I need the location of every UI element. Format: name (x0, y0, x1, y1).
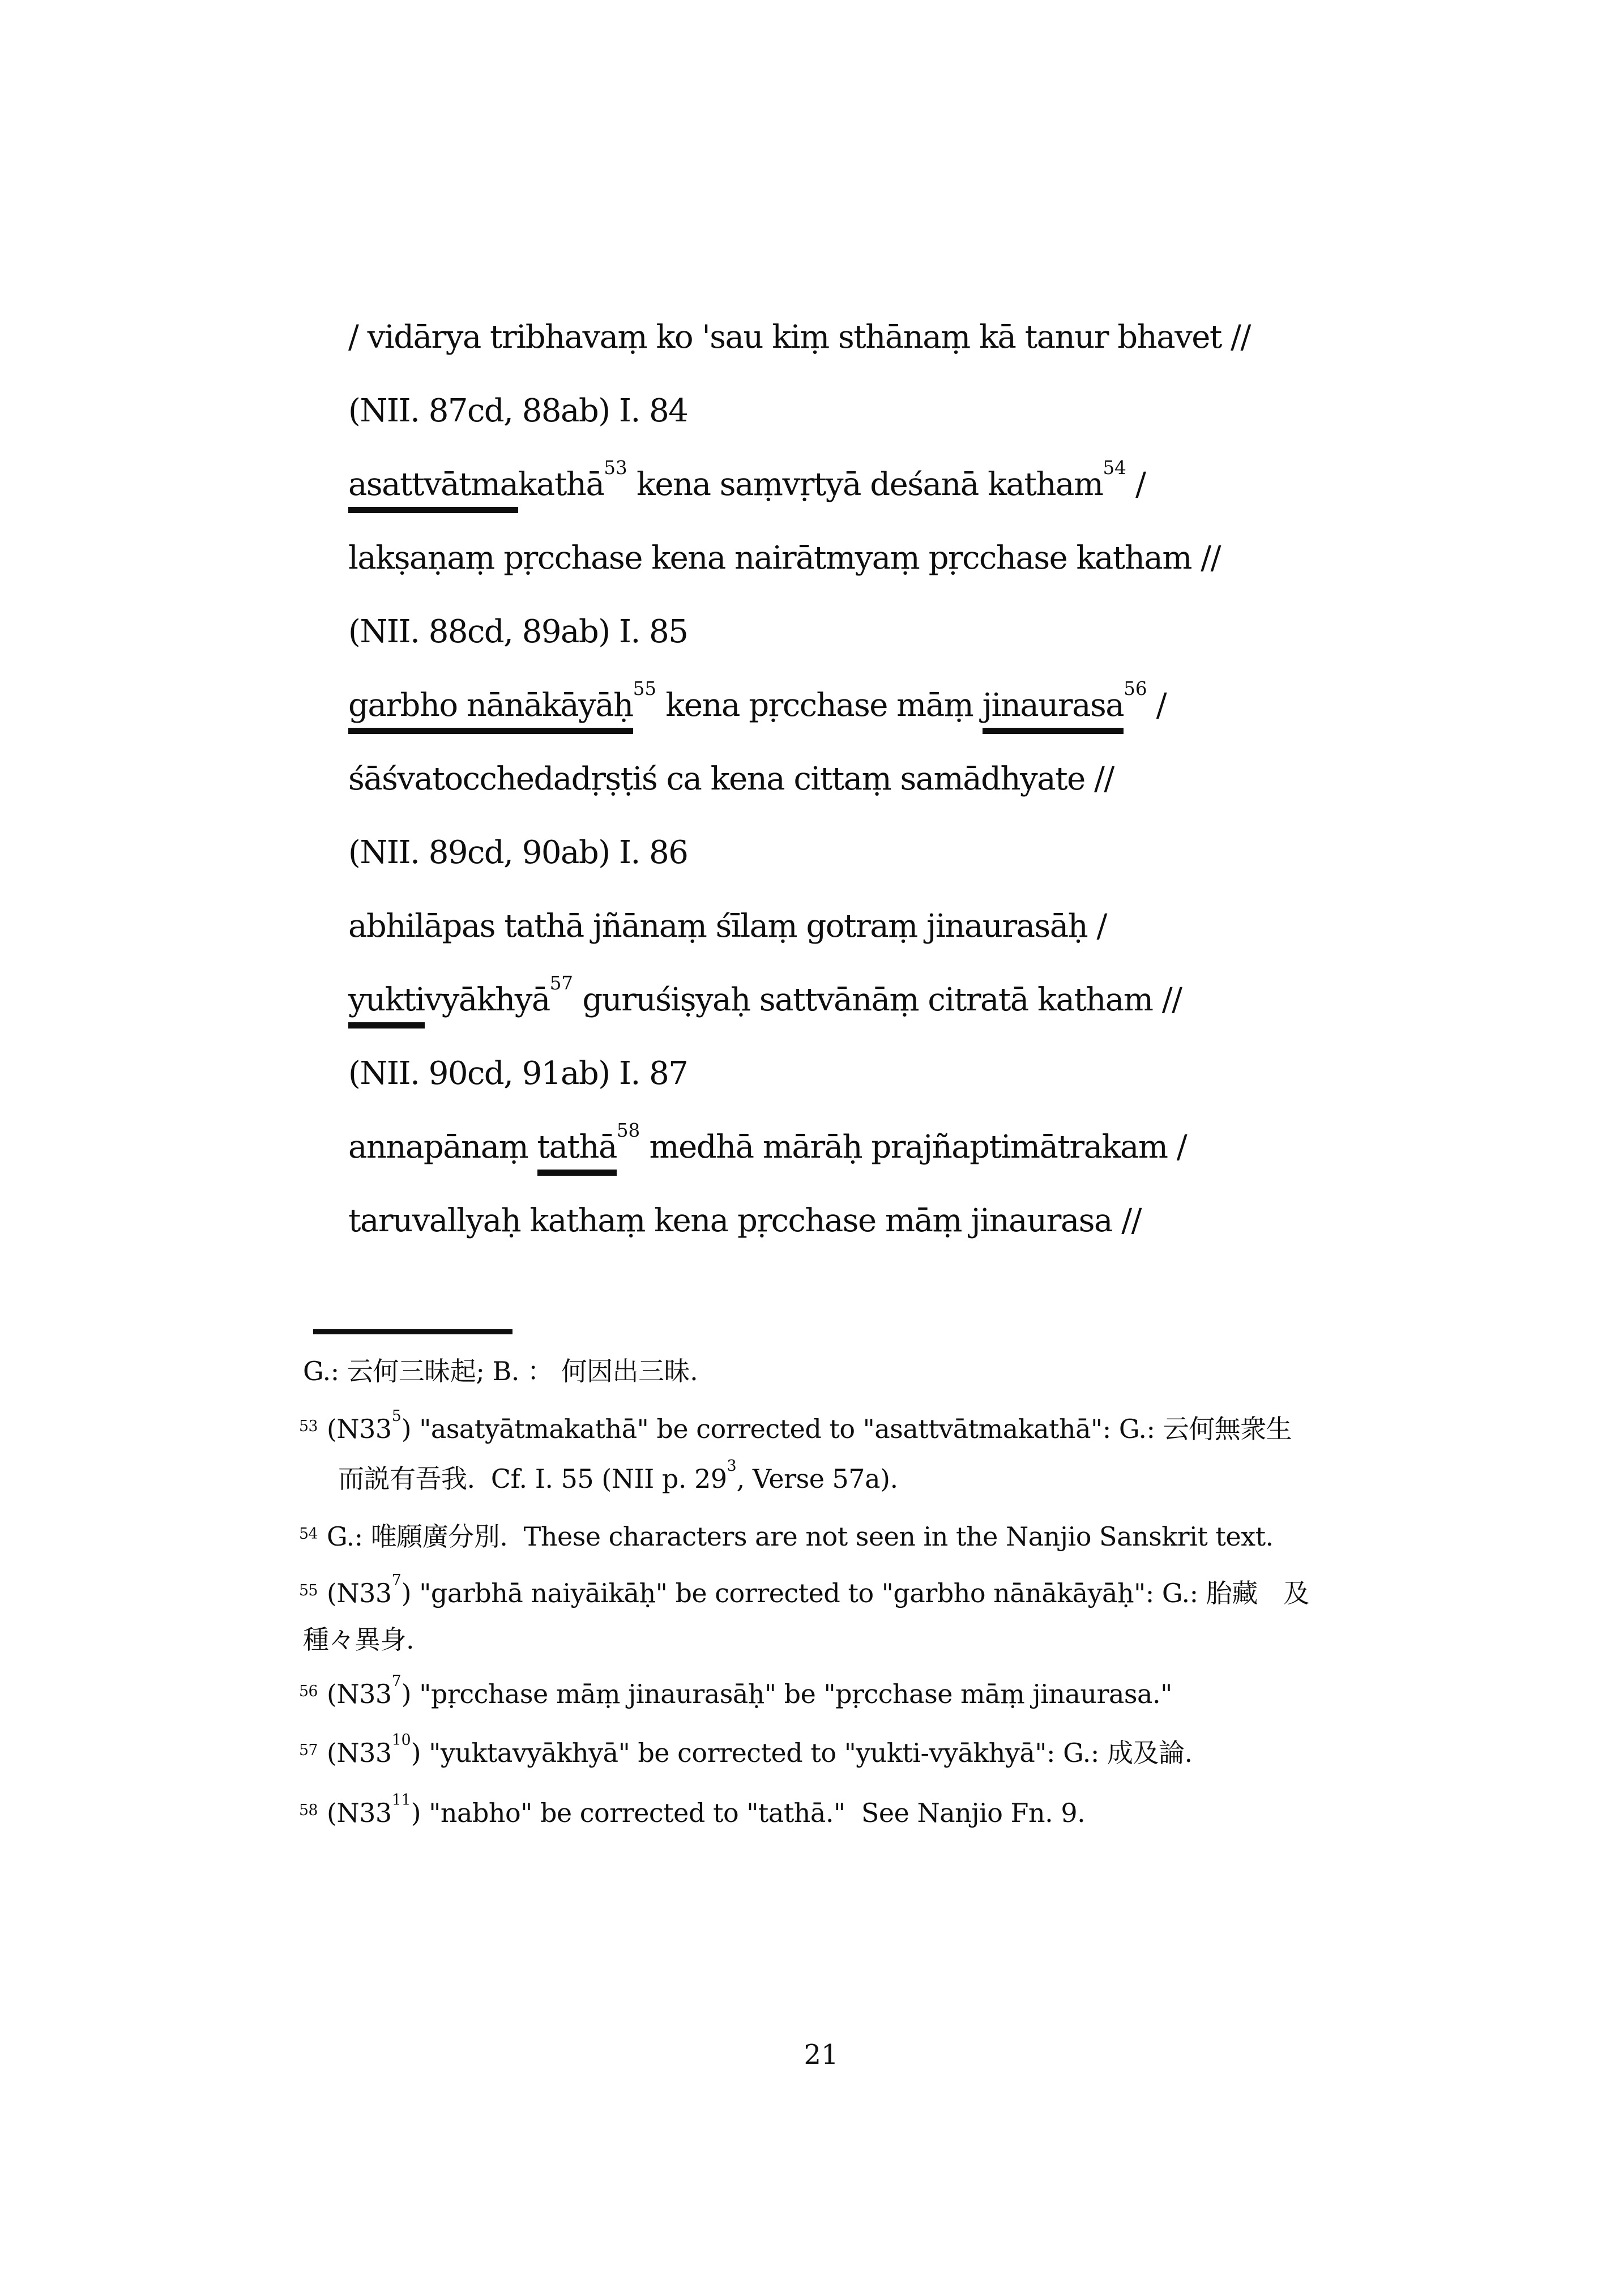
verse-line-2 (348, 457, 1146, 503)
footnote-ref-57: 57 (549, 972, 574, 995)
footnote-ref-56: 56 (1124, 678, 1147, 700)
verse-text: śāśvatocchedadṛṣṭiś ca kena cittaṃ samādhyate // (348, 761, 1114, 797)
footnote-55-line-2 (303, 1624, 415, 1655)
footnote-53-line-1: 53 $(N33^5)$ "asatyātmakathā" be corrected to "asattvātmakathā": G.: 云何無衆生 (299, 1407, 1292, 1444)
footnote-58: 58 $(N33^{11})$ "nabho" be corrected to "tathā." See Nanjio Fn. 9. (299, 1791, 1086, 1828)
footnote-text: (N33 (326, 1738, 392, 1768)
verse-line-8 (348, 1120, 1187, 1166)
underlined-text: asattvātma (348, 466, 518, 513)
verse-line-4 (348, 678, 1167, 724)
footnote-text: ) "pṛcchase māṃ jinaurasāḥ" be "pṛcchase māṃ jinaurasa." (401, 1679, 1172, 1709)
verse-text: vyākhyā (424, 981, 550, 1018)
verse-text: kena pṛcchase māṃ (656, 687, 983, 724)
footnote-text: 種々異身. (303, 1624, 415, 1655)
superscript: 3 (727, 1457, 737, 1475)
footnote-ref-53: 53 (604, 457, 627, 479)
verse-line-3 (348, 540, 1220, 577)
footnote-57: 57 $(N33^{10})$ "yuktavyākhyā" be corrected to "yukti-vyākhyā": G.: 成及論. (299, 1731, 1193, 1768)
verse-text: annapānaṃ (348, 1129, 537, 1166)
footnote-text: G.: 唯願廣分別. These characters are not seen in the Nanjio Sanskrit text. (326, 1521, 1274, 1552)
verse-text: kathā (518, 466, 604, 503)
verse-text: / (1147, 687, 1167, 724)
footnote-text: 而説有吾我. Cf. I. 55 (NII p. 29 (338, 1463, 727, 1494)
verse-text: / vidārya tribhavaṃ ko 'sau kiṃ sthānaṃ kā tanur bhavet // (348, 319, 1250, 356)
footnote-text: (N33 (326, 1414, 392, 1444)
underlined-text: yukti (348, 981, 425, 1028)
superscript: 11 (391, 1791, 411, 1809)
reference-line-3 (348, 834, 688, 871)
footnote-ref-55: 55 (633, 678, 657, 700)
footnote-text: , Verse 57a). (736, 1463, 898, 1494)
reference-line-4 (348, 1055, 688, 1092)
footnote-ref-58: 58 (616, 1120, 640, 1142)
reference-line-1 (348, 392, 688, 429)
footnote-text: ) "nabho" be corrected to "tathā." See Nanjio Fn. 9. (411, 1798, 1086, 1828)
footnote-54: 54 G.: 唯願廣分別. These characters are not seen in the Nanjio Sanskrit text. (299, 1521, 1274, 1552)
footnote-continuation (303, 1358, 698, 1384)
reference-text: (NII. 90cd, 91ab) I. 87 (348, 1055, 688, 1092)
page-number: 21 (804, 2039, 839, 2071)
footnote-53-line-2 (338, 1457, 898, 1494)
verse-line-7 (348, 972, 1182, 1018)
verse-text: taruvallyaḥ kathaṃ kena pṛcchase māṃ jinaurasa // (348, 1202, 1141, 1239)
verse-line-5 (348, 763, 1114, 795)
footnote-text: G.: 云何三昧起; B. ： 何因出三昧. (303, 1356, 698, 1386)
verse-text: abhilāpas tathā jñānaṃ śīlaṃ gotraṃ jinaurasāḥ / (348, 908, 1107, 945)
superscript: 10 (391, 1731, 411, 1749)
reference-text: (NII. 88cd, 89ab) I. 85 (348, 613, 688, 650)
verse-line-1 (348, 319, 1250, 356)
footnote-text: ) "garbhā naiyāikāḥ" be corrected to "garbho nānākāyāḥ": G.: 胎藏 及 (401, 1578, 1309, 1608)
verse-text: guruśiṣyaḥ sattvānāṃ citratā katham // (573, 981, 1182, 1018)
reference-line-2 (348, 613, 688, 650)
verse-line-9 (348, 1202, 1141, 1239)
verse-text: medhā mārāḥ prajñaptimātrakam / (640, 1129, 1187, 1166)
footnote-55-line-1: 55 $(N33^7)$ "garbhā naiyāikāḥ" be corrected to "garbho nānākāyāḥ": G.: 胎藏 及 (299, 1571, 1309, 1608)
reference-text: (NII. 89cd, 90ab) I. 86 (348, 834, 688, 871)
verse-line-6 (348, 908, 1107, 945)
footnote-text: (N33 (326, 1679, 392, 1709)
footnote-separator-rule (313, 1329, 512, 1334)
superscript: 7 (391, 1571, 402, 1589)
footnote-text: ) "yuktavyākhyā" be corrected to "yukti-vyākhyā": G.: 成及論. (411, 1738, 1193, 1768)
footnote-text: (N33 (326, 1798, 392, 1828)
footnote-text: (N33 (326, 1578, 392, 1608)
underlined-text: garbho nānākāyāḥ (348, 687, 633, 734)
verse-text: kena saṃvṛtyā deśanā katham (627, 466, 1103, 503)
footnote-text: ) "asatyātmakathā" be corrected to "asattvātmakathā": G.: 云何無衆生 (401, 1414, 1292, 1444)
underlined-text: tathā (537, 1129, 617, 1176)
verse-text: lakṣaṇaṃ pṛcchase kena nairātmyaṃ pṛcchase katham // (348, 540, 1220, 577)
underlined-text: jinaurasa (983, 687, 1124, 734)
reference-text: (NII. 87cd, 88ab) I. 84 (348, 392, 688, 429)
footnote-ref-54: 54 (1103, 457, 1126, 479)
superscript: 7 (391, 1672, 402, 1690)
superscript: 5 (391, 1407, 402, 1425)
footnote-56: 56 $(N33^7)$ "pṛcchase māṃ jinaurasāḥ" be "pṛcchase māṃ jinaurasa." (299, 1672, 1172, 1709)
verse-text: / (1126, 466, 1146, 503)
